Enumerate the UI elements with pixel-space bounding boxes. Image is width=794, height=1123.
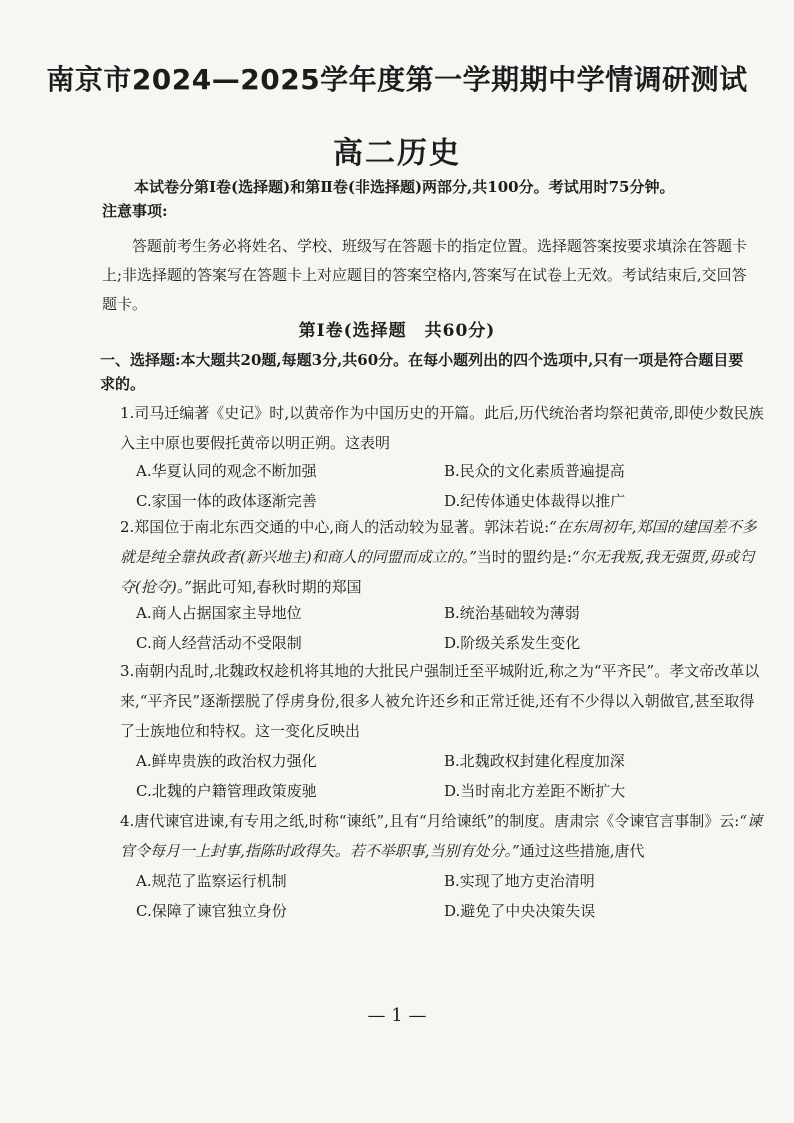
question-3-stem: 3.南朝内乱时,北魏政权趁机将其地的大批民户强制迁至平城附近,称之为“平齐民”。孝文帝改革以来,“平齐民”逐渐摆脱了俘虏身份,很多人被允许还乡和正常迁徙,还有不少得以入朝做官,甚至取得了士族地位和特权。这一变化反映出 [120,662,760,740]
question-4-option-b: B.实现了地方吏治清明 [444,872,595,890]
question-2-stem-part-2: 当时的盟约是: [476,548,572,566]
question-4-option-c: C.保障了谏官独立身份 [136,902,287,920]
question-2-option-a: A.商人占据国家主导地位 [136,604,302,622]
question-1-option-c: C.家国一体的政体逐渐完善 [136,492,317,510]
question-2-stem-part-3: 据此可知,春秋时期的郑国 [191,578,362,596]
notice-title: 注意事项: [102,202,168,220]
page-number: — 1 — [367,1005,427,1026]
part-instructions: 一、选择题:本大题共20题,每题3分,共60分。在每小题列出的四个选项中,只有一项是符合题目要求的。 [100,351,744,393]
question-4-option-d: D.避免了中央决策失误 [444,902,596,920]
notice-body: 答题前考生务必将姓名、学校、班级写在答题卡的指定位置。选择题答案按要求填涂在答题卡上;非选择题的答案写在答题卡上对应题目的答案空格内,答案写在试卷上无效。考试结束后,交回答题卡。 [102,237,748,313]
question-2-option-d: D.阶级关系发生变化 [444,634,581,652]
question-4-options [136,866,766,926]
question-4-stem-part-2: 通过这些措施,唐代 [519,842,645,860]
question-1-option-a: A.华夏认同的观念不断加强 [136,462,317,480]
question-2-stem [120,512,766,602]
section-title: 第Ⅰ卷(选择题 共60分) [298,321,496,341]
question-1-options [136,456,766,516]
question-3-option-d: D.当时南北方差距不断扩大 [444,782,626,800]
question-1-option-b: B.民众的文化素质普遍提高 [444,462,625,480]
question-4-stem-part-1: 4.唐代谏官进谏,有专用之纸,时称“谏纸”,且有“月给谏纸”的制度。唐肃宗《令谏官言事制》云: [120,812,740,830]
exam-title: 南京市2024—2025学年度第一学期期中学情调研测试 [46,63,748,96]
question-4-option-a: A.规范了监察运行机制 [136,872,287,890]
exam-intro: 本试卷分第Ⅰ卷(选择题)和第Ⅱ卷(非选择题)两部分,共100分。考试用时75分钟。 [134,178,675,196]
question-2-option-c: C.商人经营活动不受限制 [136,634,302,652]
question-3-option-b: B.北魏政权封建化程度加深 [444,752,625,770]
question-2-quote-2: “尔无我叛,我无强贾,毋或匄夺(抢夺)。” [120,548,755,596]
question-4-quote: “谏官令每月一上封事,指陈时政得失。若不举职事,当别有处分。” [120,812,763,860]
question-3-option-c: C.北魏的户籍管理政策废驰 [136,782,317,800]
question-4-stem [120,806,766,866]
question-2-option-b: B.统治基础较为薄弱 [444,604,580,622]
question-1-stem: 1.司马迁编著《史记》时,以黄帝作为中国历史的开篇。此后,历代统治者均祭祀黄帝,即使少数民族入主中原也要假托黄帝以明正朔。这表明 [120,404,764,452]
question-3-options [136,746,766,806]
question-2-options [136,598,766,658]
question-2-quote-1: “在东周初年,郑国的建国差不多就是纯全靠执政者(新兴地主)和商人的同盟而成立的。” [120,518,757,566]
question-2-stem-part-1: 2.郑国位于南北东西交通的中心,商人的活动较为显著。郭沫若说: [120,518,550,536]
exam-subject: 高二历史 [333,136,461,171]
question-3-option-a: A.鲜卑贵族的政治权力强化 [136,752,317,770]
question-1-option-d: D.纪传体通史体裁得以推广 [444,492,626,510]
